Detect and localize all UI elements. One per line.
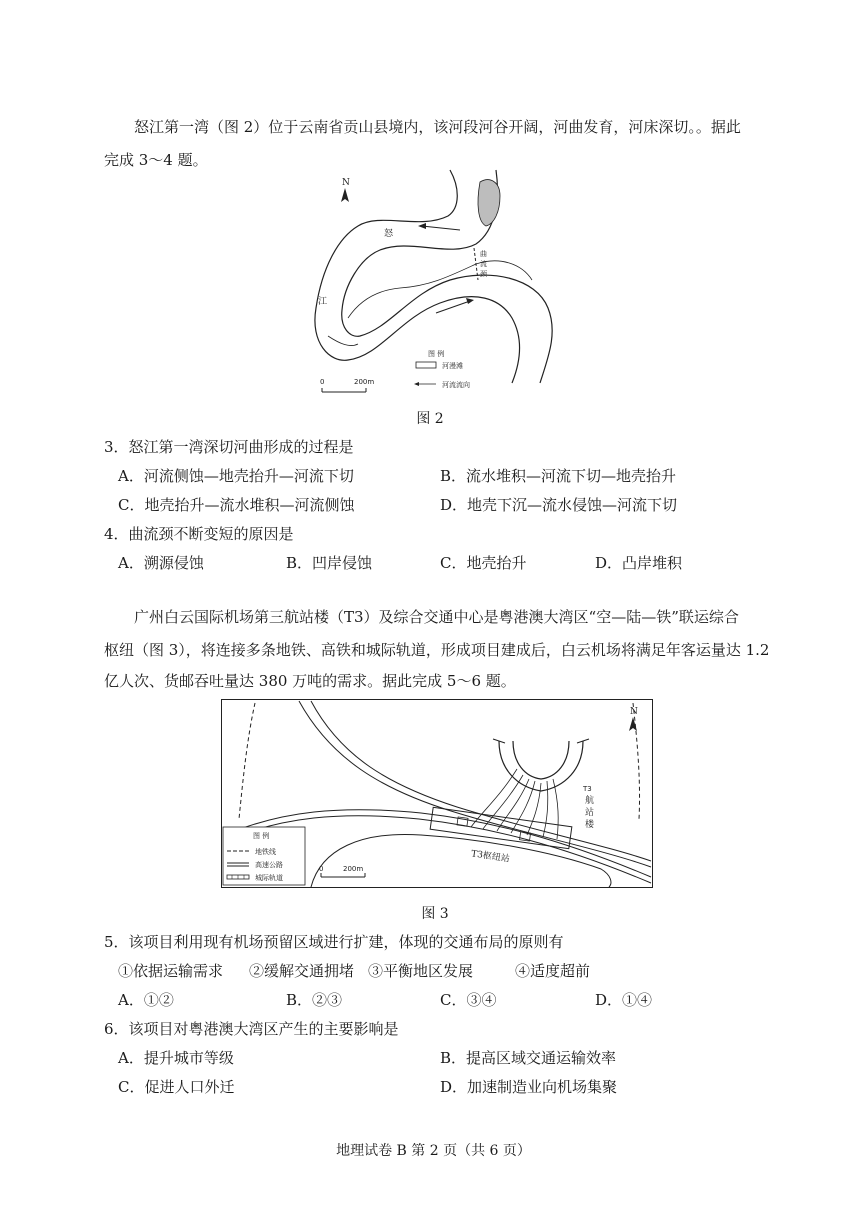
hub-label: T3枢纽站 [470, 849, 511, 865]
q5-option-a[interactable]: A．①② [118, 991, 174, 1009]
q5-option-b[interactable]: B．②③ [286, 991, 343, 1009]
q3-option-c[interactable]: C．地壳抬升—流水堆积—河流侧蚀 [118, 496, 355, 514]
t3-label: T3 [583, 785, 592, 793]
neck-label: 曲 [480, 250, 487, 258]
intro-paragraph-line: 枢纽（图 3），将连接多条地铁、高铁和城际轨道，形成项目建成后，白云机场将满足年客运量达 1.2 [104, 641, 770, 659]
neck-label: 颈 [480, 270, 487, 278]
river-label: 怒 [384, 229, 394, 239]
legend-item: 高速公路 [255, 861, 283, 869]
q5-statement-2: ②缓解交通拥堵 [249, 962, 355, 980]
t3-label: 站 [585, 808, 595, 818]
q3-option-b[interactable]: B．流水堆积—河流下切—地壳抬升 [440, 467, 677, 485]
river-label: 江 [318, 297, 328, 307]
north-label: N [342, 178, 350, 188]
question-4-stem: 4．曲流颈不断变短的原因是 [104, 525, 294, 543]
q3-option-d[interactable]: D．地壳下沉—流水侵蚀—河流下切 [440, 496, 678, 514]
q6-option-b[interactable]: B．提高区域交通运输效率 [440, 1049, 617, 1067]
q4-option-c[interactable]: C．地壳抬升 [440, 554, 527, 572]
q5-statement-1: ①依据运输需求 [118, 962, 224, 980]
legend-floodplain-swatch [416, 362, 436, 368]
neck-label: 流 [480, 260, 487, 268]
t3-label: 航 [585, 796, 595, 806]
q6-option-a[interactable]: A．提升城市等级 [118, 1049, 234, 1067]
q4-option-a[interactable]: A．溯源侵蚀 [118, 554, 204, 572]
figure-2-caption: 图 2 [416, 411, 444, 427]
q3-option-a[interactable]: A．河流侧蚀—地壳抬升—河流下切 [118, 467, 354, 485]
intro-paragraph-line: 怒江第一湾（图 2）位于云南省贡山县境内，该河段河谷开阔，河曲发育，河床深切。。据此 [134, 118, 741, 136]
legend-title: 图 例 [428, 350, 445, 358]
q5-statement-4: ④适度超前 [515, 962, 591, 980]
q6-option-d[interactable]: D．加速制造业向机场集聚 [440, 1078, 618, 1096]
question-5-stem: 5．该项目利用现有机场预留区域进行扩建，体现的交通布局的原则有 [104, 933, 564, 951]
t3-label: 楼 [585, 820, 595, 830]
question-6-stem: 6．该项目对粤港澳大湾区产生的主要影响是 [104, 1020, 399, 1038]
legend-item: 地铁线 [255, 848, 276, 856]
intro-paragraph-line: 亿人次、货邮吞吐量达 380 万吨的需求。据此完成 5～6 题。 [104, 672, 516, 690]
legend-item: 城际轨道 [255, 874, 283, 882]
intro-paragraph-line: 完成 3～4 题。 [104, 151, 208, 169]
scale-value: 200m [354, 378, 375, 386]
north-label: N [630, 707, 638, 717]
q4-option-d[interactable]: D．凸岸堆积 [595, 554, 683, 572]
legend-item: 河流流向 [442, 381, 470, 389]
q6-option-c[interactable]: C．促进人口外迁 [118, 1078, 235, 1096]
intro-paragraph-line: 广州白云国际机场第三航站楼（T3）及综合交通中心是粤港澳大湾区“空—陆—铁”联运综合 [134, 608, 739, 626]
q5-option-c[interactable]: C．③④ [440, 991, 497, 1009]
figure-3-airport-map [221, 699, 653, 888]
scale-zero: 0 [320, 378, 325, 386]
question-3-stem: 3．怒江第一湾深切河曲形成的过程是 [104, 438, 354, 456]
page-footer: 地理试卷 B 第 2 页（共 6 页） [336, 1143, 531, 1159]
figure-2-river-map [300, 168, 580, 400]
q4-option-b[interactable]: B．凹岸侵蚀 [286, 554, 373, 572]
q5-option-d[interactable]: D．①④ [595, 991, 653, 1009]
q5-statement-3: ③平衡地区发展 [368, 962, 474, 980]
north-arrow-icon [341, 188, 349, 202]
legend-title: 图 例 [253, 832, 270, 840]
legend-item: 河漫滩 [442, 362, 463, 370]
scale-value: 200m [343, 865, 364, 873]
scale-zero: 0 [319, 865, 324, 873]
figure-3-caption: 图 3 [421, 906, 449, 922]
